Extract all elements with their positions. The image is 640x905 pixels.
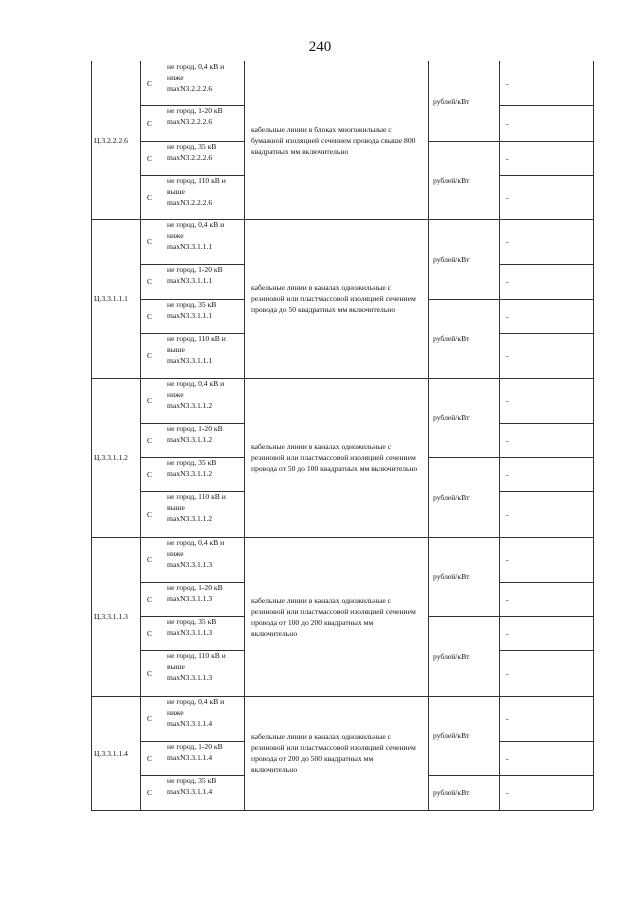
voltage-label: не город, 35 кВ maxN3.3.1.1.4 [167,776,217,796]
voltage-label: не город, 1-20 кВ maxN3.3.1.1.4 [167,742,223,762]
cable-description: кабельные линии в каналах одножильные с резиновой или пластмассовой изоляцией сечением провода до 50 квадратных мм включительно [251,283,416,314]
unit-label: рублей/кВт [433,731,470,740]
row-letter: С [147,594,153,604]
row-letter: С [147,153,153,163]
voltage-label: не город, 0,4 кВ и ниже maxN3.3.1.1.1 [167,220,225,251]
tariff-value: - [506,668,509,678]
tariff-value: - [506,153,509,163]
page-number: 240 [308,39,332,55]
row-letter: С [147,788,153,797]
unit-label: рублей/кВт [433,492,470,502]
tariff-value: - [506,435,509,445]
tariff-value: - [506,396,509,405]
voltage-label: не город, 35 кВ maxN3.3.1.1.1 [167,300,217,320]
group-code: Ц.3.3.1.1.1 [94,294,128,303]
voltage-label: не город, 1-20 кВ maxN3.3.1.1.2 [167,424,223,444]
row-letter: С [147,118,153,128]
row-letter: С [147,753,153,763]
voltage-label: не город, 0,4 кВ и ниже maxN3.3.1.1.3 [167,538,225,569]
row-letter: С [147,435,153,445]
voltage-label: не город, 0,4 кВ и ниже maxN3.3.1.1.2 [167,379,225,410]
row-letter: С [147,396,153,405]
tariff-value: - [506,555,509,564]
row-letter: С [147,311,153,321]
unit-label: рублей/кВт [433,413,470,422]
row-letter: С [147,628,153,638]
unit-label: рублей/кВт [433,788,470,797]
group-code: Ц.3.3.1.1.3 [94,612,128,621]
unit-label: рублей/кВт [433,254,470,264]
row-letter: С [147,277,153,286]
tariff-value: - [506,118,509,128]
tariff-value: - [506,594,509,604]
cable-description: кабельные линии в каналах одножильные с резиновой или пластмассовой изоляцией сечением провода от 100 до 200 квадратных мм включительно [251,595,416,638]
row-letter: С [147,469,153,479]
row-letter: С [147,555,153,564]
tariff-value: - [506,311,509,321]
row-letter: С [147,509,153,519]
cable-description: кабельные линии в каналах одножильные с резиновой или пластмассовой изоляцией сечением провода от 50 до 100 квадратных мм включительно [251,442,418,473]
unit-label: рублей/кВт [433,96,470,106]
voltage-label: не город, 110 кВ и выше maxN3.3.1.1.2 [167,492,226,523]
voltage-label: не город, 1-20 кВ maxN3.3.1.1.1 [167,265,223,285]
tariff-value: - [506,351,509,360]
unit-label: рублей/кВт [433,572,470,581]
tariff-value: - [506,237,509,246]
row-letter: С [147,351,153,360]
tariff-value: - [506,192,509,202]
tariff-value: - [506,469,509,479]
group-code: Ц.3.2.2.2.6 [94,135,128,145]
tariff-value: - [506,753,509,763]
row-letter: С [147,78,153,88]
row-letter: С [147,714,153,723]
voltage-label: не город, 1-20 кВ maxN3.2.2.2.6 [167,106,223,126]
tariff-value: - [506,788,509,797]
cable-description: кабельные линии в блоках многожильные с бумажной изоляцией сечением провода свыше 800 квадратных мм включительно [251,124,416,156]
group-code: Ц.3.3.1.1.2 [94,453,128,462]
voltage-label: не город, 110 кВ и выше maxN3.2.2.2.6 [167,176,226,207]
unit-label: рублей/кВт [433,651,470,661]
row-letter: С [147,668,153,678]
voltage-label: не город, 35 кВ maxN3.3.1.1.2 [167,458,217,478]
tariff-value: - [506,509,509,519]
unit-label: рублей/кВт [433,334,470,343]
unit-label: рублей/кВт [433,175,470,185]
cable-description: кабельные линии в каналах одножильные с резиновой или пластмассовой изоляцией сечением провода от 200 до 500 квадратных мм включительно [251,732,416,774]
table-vertical-rule [593,61,594,810]
voltage-label: не город, 0,4 кВ и ниже maxN3.2.2.2.6 [167,62,225,93]
voltage-label: не город, 110 кВ и выше maxN3.3.1.1.1 [167,334,226,365]
voltage-label: не город, 35 кВ maxN3.3.1.1.3 [167,617,217,637]
tariff-value: - [506,277,509,286]
group-code: Ц.3.3.1.1.4 [94,748,128,758]
voltage-label: не город, 110 кВ и выше maxN3.3.1.1.3 [167,651,226,682]
tariff-value: - [506,78,509,88]
tariff-value: - [506,714,509,723]
row-letter: С [147,192,153,202]
row-letter: С [147,237,153,246]
tariff-value: - [506,628,509,638]
voltage-label: не город, 35 кВ maxN3.2.2.2.6 [167,142,217,162]
table-horizontal-rule [91,810,593,811]
voltage-label: не город, 0,4 кВ и ниже maxN3.3.1.1.4 [167,697,225,728]
voltage-label: не город, 1-20 кВ maxN3.3.1.1.3 [167,583,223,603]
